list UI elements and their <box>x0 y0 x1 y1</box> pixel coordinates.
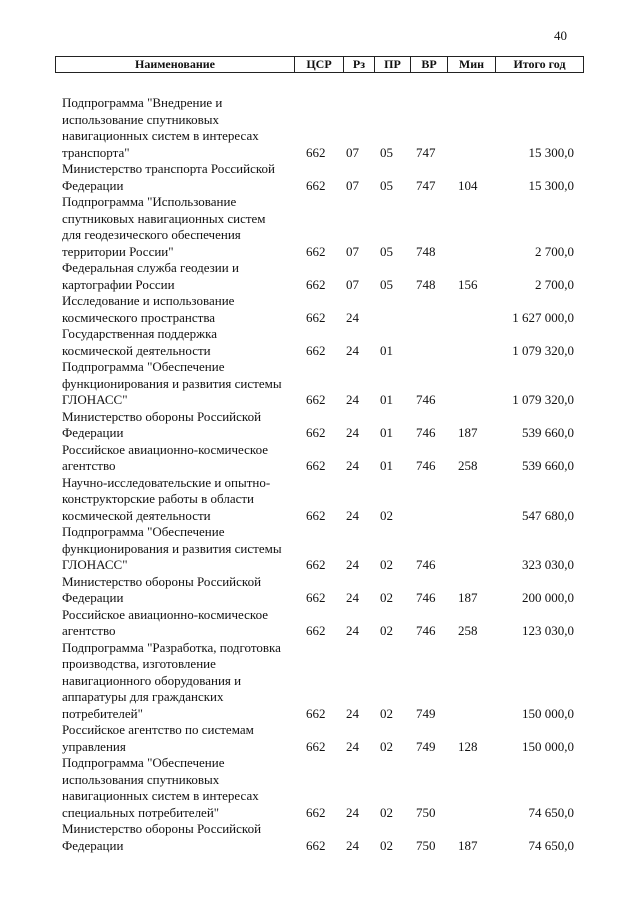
row-pr: 02 <box>380 738 393 754</box>
row-name: Российское авиационно-космическое агентство <box>62 606 269 638</box>
row-rz: 24 <box>346 804 359 820</box>
row-csr: 662 <box>306 623 326 638</box>
row-pr: 02 <box>380 623 393 638</box>
row-rz: 24 <box>346 705 359 721</box>
row-vr: 750 <box>416 837 436 853</box>
row-csr: 662 <box>306 738 326 754</box>
table-row <box>0 755 640 821</box>
row-csr: 662 <box>306 177 326 193</box>
row-vr: 746 <box>416 557 436 572</box>
row-rz: 07 <box>346 276 359 292</box>
row-min: 128 <box>458 738 478 754</box>
table-row <box>0 574 640 607</box>
row-name: Подпрограмма "Обеспечение функционирования и развития системы ГЛОНАСС" <box>62 359 282 407</box>
row-pr: 02 <box>380 837 393 853</box>
row-name: Государственная поддержка космической деятельности <box>62 326 218 358</box>
row-name: Исследование и использование космического пространства <box>62 293 235 325</box>
row-name: Министерство обороны Российской Федерации <box>62 573 262 605</box>
table-row <box>0 524 640 574</box>
row-rz: 24 <box>346 623 359 638</box>
row-name: Российское авиационно-космическое агентство <box>62 441 269 473</box>
row-name: Российское агентство по системам управления <box>62 722 254 754</box>
row-total: 150 000,0 <box>522 738 574 754</box>
row-csr: 662 <box>306 590 326 605</box>
row-pr: 05 <box>380 276 393 292</box>
row-csr: 662 <box>306 557 326 572</box>
row-rz: 24 <box>346 557 359 572</box>
row-rz: 24 <box>346 738 359 754</box>
row-total: 74 650,0 <box>528 804 574 820</box>
header-pr: ПР <box>374 57 410 72</box>
table-body <box>0 95 640 854</box>
table-row <box>0 722 640 755</box>
table-row <box>0 607 640 640</box>
row-total: 15 300,0 <box>528 144 574 160</box>
row-vr: 749 <box>416 738 436 754</box>
row-total: 74 650,0 <box>528 837 574 853</box>
row-min: 258 <box>458 623 478 638</box>
row-min: 104 <box>458 177 478 193</box>
row-total: 150 000,0 <box>522 705 574 721</box>
row-rz: 24 <box>346 309 359 325</box>
row-pr: 02 <box>380 590 393 605</box>
row-pr: 02 <box>380 507 393 523</box>
row-vr: 747 <box>416 177 436 193</box>
row-csr: 662 <box>306 837 326 853</box>
row-pr: 01 <box>380 392 393 407</box>
row-rz: 24 <box>346 425 359 440</box>
row-min: 187 <box>458 837 478 853</box>
row-csr: 662 <box>306 243 326 259</box>
row-rz: 24 <box>346 342 359 358</box>
row-csr: 662 <box>306 458 326 473</box>
row-vr: 746 <box>416 392 436 407</box>
row-rz: 24 <box>346 392 359 407</box>
row-name: Министерство обороны Российской Федерации <box>62 821 262 853</box>
row-csr: 662 <box>306 392 326 407</box>
row-csr: 662 <box>306 804 326 820</box>
table-row <box>0 161 640 194</box>
row-rz: 24 <box>346 507 359 523</box>
row-vr: 746 <box>416 425 436 440</box>
row-name: Министерство транспорта Российской Федерации <box>62 161 275 193</box>
row-name: Подпрограмма "Разработка, подготовка производства, изготовление навигационного оборудования и аппаратуры для гражданских потребителей" <box>62 639 281 721</box>
row-name: Подпрограмма "Обеспечение функционирования и развития системы ГЛОНАСС" <box>62 524 282 572</box>
row-vr: 746 <box>416 623 436 638</box>
row-min: 187 <box>458 425 478 440</box>
row-csr: 662 <box>306 342 326 358</box>
row-min: 258 <box>458 458 478 473</box>
row-rz: 07 <box>346 144 359 160</box>
row-total: 547 680,0 <box>522 507 574 523</box>
row-csr: 662 <box>306 309 326 325</box>
row-total: 323 030,0 <box>522 557 574 572</box>
row-vr: 748 <box>416 276 436 292</box>
row-name: Подпрограмма "Внедрение и использование спутниковых навигационных систем в интересах транспорта" <box>62 95 259 160</box>
row-csr: 662 <box>306 276 326 292</box>
header-name: Наименование <box>135 57 215 71</box>
row-name: Подпрограмма "Использование спутниковых навигационных систем для геодезического обеспечения территории России" <box>62 194 266 259</box>
row-csr: 662 <box>306 507 326 523</box>
row-pr: 05 <box>380 144 393 160</box>
row-pr: 05 <box>380 177 393 193</box>
row-pr: 02 <box>380 804 393 820</box>
row-total: 15 300,0 <box>528 177 574 193</box>
row-total: 2 700,0 <box>535 243 574 259</box>
row-pr: 01 <box>380 342 393 358</box>
row-total: 539 660,0 <box>522 425 574 440</box>
row-name: Научно-исследовательские и опытно-конструкторские работы в области космической деятельности <box>62 474 271 523</box>
row-vr: 748 <box>416 243 436 259</box>
row-pr: 01 <box>380 425 393 440</box>
row-pr: 05 <box>380 243 393 259</box>
table-header <box>55 56 584 73</box>
row-vr: 747 <box>416 144 436 160</box>
row-total: 539 660,0 <box>522 458 574 473</box>
row-rz: 07 <box>346 177 359 193</box>
row-pr: 02 <box>380 557 393 572</box>
table-row <box>0 326 640 359</box>
row-total: 200 000,0 <box>522 590 574 605</box>
row-rz: 24 <box>346 837 359 853</box>
row-pr: 01 <box>380 458 393 473</box>
table-row <box>0 821 640 854</box>
row-min: 187 <box>458 590 478 605</box>
row-csr: 662 <box>306 425 326 440</box>
row-rz: 07 <box>346 243 359 259</box>
row-name: Подпрограмма "Обеспечение использования спутниковых навигационных систем в интересах специальных потребителей" <box>62 755 259 820</box>
header-min: Мин <box>447 57 495 72</box>
header-rz: Рз <box>343 57 374 72</box>
table-row <box>0 640 640 723</box>
row-pr: 02 <box>380 705 393 721</box>
page-number: 40 <box>554 28 567 43</box>
row-min: 156 <box>458 276 478 292</box>
row-total: 1 079 320,0 <box>512 392 574 407</box>
row-csr: 662 <box>306 144 326 160</box>
row-rz: 24 <box>346 590 359 605</box>
row-vr: 749 <box>416 705 436 721</box>
table-row <box>0 293 640 326</box>
table-row <box>0 260 640 293</box>
header-vr: ВР <box>410 57 447 72</box>
header-total: Итого год <box>495 57 583 72</box>
row-total: 123 030,0 <box>522 623 574 638</box>
row-vr: 750 <box>416 804 436 820</box>
row-name: Министерство обороны Российской Федерации <box>62 408 262 440</box>
row-total: 2 700,0 <box>535 276 574 292</box>
table-row <box>0 95 640 161</box>
table-row <box>0 409 640 442</box>
table-row <box>0 359 640 409</box>
table-row <box>0 194 640 260</box>
row-rz: 24 <box>346 458 359 473</box>
row-name: Федеральная служба геодезии и картографии России <box>62 260 239 292</box>
table-row <box>0 475 640 525</box>
row-vr: 746 <box>416 458 436 473</box>
header-csr: ЦСР <box>294 57 343 72</box>
table-row <box>0 442 640 475</box>
row-csr: 662 <box>306 705 326 721</box>
row-vr: 746 <box>416 590 436 605</box>
row-total: 1 627 000,0 <box>512 309 574 325</box>
row-total: 1 079 320,0 <box>512 342 574 358</box>
